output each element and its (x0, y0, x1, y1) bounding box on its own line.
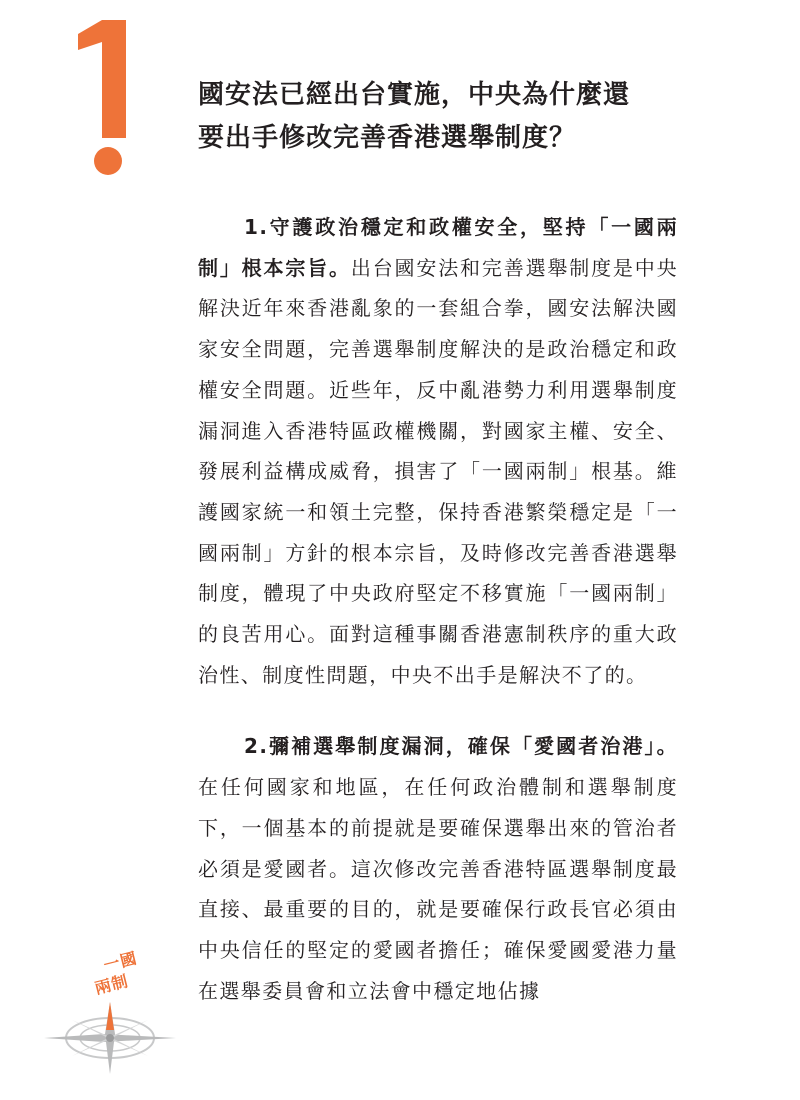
page-title (198, 74, 698, 160)
paragraph-2 (198, 726, 678, 1011)
section-number-dot (94, 147, 122, 175)
paragraph-2-text: 在任何國家和地區，在任何政治體制和選舉制度下，一個基本的前提就是要確保選舉出來的管治者必須是愛國者。這次修改完善香港特區選舉制度最直接、最重要的目的，就是要確保行政長官必須由中央信任的堅定的愛國者擔任；確保愛國愛港力量在選舉委員會和立法會中穩定地佔據 (198, 775, 678, 1003)
paragraph-2-heading: 2.彌補選舉制度漏洞，確保「愛國者治港」。 (244, 734, 678, 759)
logo-line-2: 兩制 (92, 971, 131, 998)
title-line-1: 國安法已經出台實施，中央為什麼還 (198, 80, 631, 110)
paragraph-1-text: 出台國安法和完善選舉制度是中央解決近年來香港亂象的一套組合拳，國安法解決國家安全問題，完善選舉制度解決的是政治穩定和政權安全問題。近些年，反中亂港勢力利用選舉制度漏洞進入香港特區政權機關，對國家主權、安全、發展利益構成威脅，損害了「一國兩制」根基。維護國家統一和領土完整，保持香港繁榮穩定是「一國兩制」方針的根本宗旨，及時修改完善香港選舉制度，體現了中央政府堅定不移實施「一國兩制」的良苦用心。面對這種事關香港憲制秩序的重大政治性、制度性問題，中央不出手是解決不了的。 (198, 255, 678, 687)
paragraph-1 (198, 207, 678, 695)
article-body (198, 207, 678, 1011)
paragraph-1-heading: 1.守護政治穩定和政權安全，堅持「一國兩制」根本宗旨。 (198, 215, 678, 280)
title-line-2: 要出手修改完善香港選舉制度？ (198, 123, 577, 153)
section-number-one (78, 20, 126, 138)
logo-line-1: 一國 (101, 948, 140, 976)
